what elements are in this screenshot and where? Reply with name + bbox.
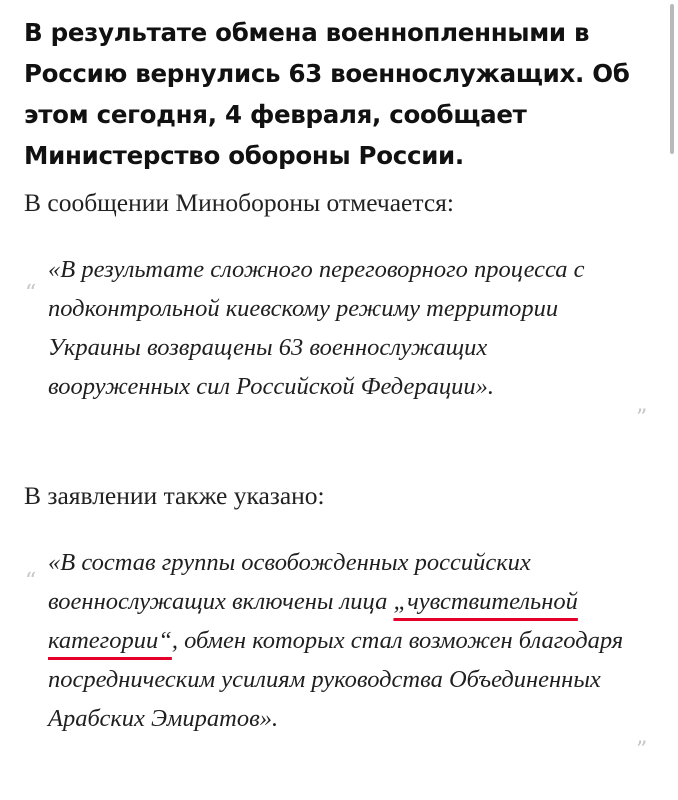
- intro-paragraph-1: В сообщении Минобороны отмечается:: [24, 188, 454, 217]
- scrollbar-thumb[interactable]: [670, 4, 674, 154]
- quote-close-mark-icon: ”: [636, 738, 648, 763]
- quote-close-mark-icon: ”: [636, 406, 648, 431]
- blockquote-2: [48, 543, 628, 738]
- quote2-text-before: «В состав группы освобожденных российских военнослужащих включены лица: [48, 549, 531, 615]
- blockquote-1: «В результате сложного переговорного процесса с подконтрольной киевскому режиму территории Украины возвращены 63 военнослужащих вооруженных сил Российской Федерации».: [48, 256, 585, 400]
- quote-open-mark-icon: “: [25, 569, 37, 594]
- article-headline: В результате обмена военнопленными в Россию вернулись 63 военнослужащих. Об этом сегодня, 4 февраля, сообщает Министерство обороны России.: [24, 18, 630, 170]
- highlighted-phrase: „чувствительной категории“: [48, 588, 578, 654]
- quote2-text-after: , обмен которых стал возможен благодаря посредническим усилиям руководства Объединенных Арабских Эмиратов».: [48, 627, 624, 732]
- quote-open-mark-icon: “: [25, 281, 37, 306]
- intro-paragraph-2: В заявлении также указано:: [24, 481, 325, 510]
